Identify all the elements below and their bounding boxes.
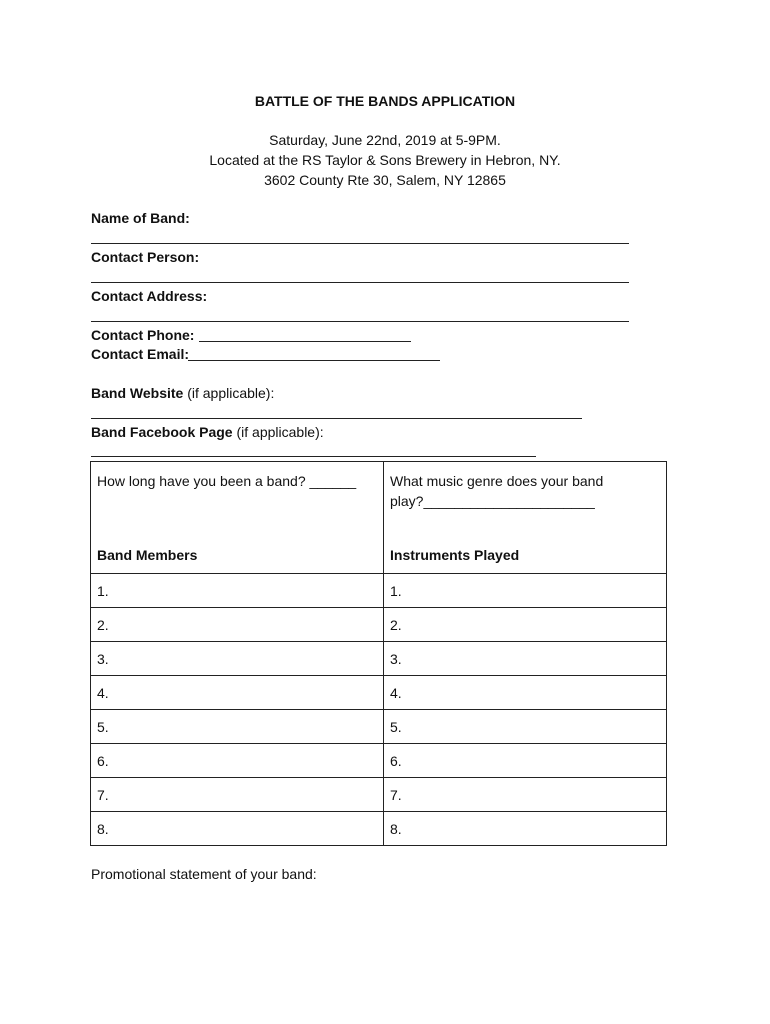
contact-phone-field[interactable]	[199, 341, 411, 342]
table-row	[91, 608, 667, 642]
contact-address-label: Contact Address:	[91, 288, 208, 304]
band-age-question: How long have you been a band? ______	[97, 473, 357, 489]
member-cell[interactable]: 2.	[91, 608, 384, 642]
member-cell[interactable]: 1.	[91, 574, 384, 608]
instruments-header: Instruments Played	[390, 547, 520, 563]
table-row	[91, 676, 667, 710]
band-name-label: Name of Band:	[91, 210, 190, 226]
promo-statement-label: Promotional statement of your band:	[91, 866, 317, 882]
genre-cell[interactable]	[384, 462, 667, 574]
instrument-cell[interactable]: 8.	[384, 812, 667, 846]
table-row	[91, 710, 667, 744]
facebook-page-field[interactable]	[91, 456, 536, 457]
table-row	[91, 744, 667, 778]
table-row	[91, 574, 667, 608]
member-cell[interactable]: 6.	[91, 744, 384, 778]
band-members-header: Band Members	[97, 547, 198, 563]
table-row	[91, 778, 667, 812]
member-cell[interactable]: 8.	[91, 812, 384, 846]
page-title: BATTLE OF THE BANDS APPLICATION	[254, 93, 516, 109]
instrument-cell[interactable]: 1.	[384, 574, 667, 608]
band-name-field[interactable]	[91, 243, 629, 244]
contact-person-field[interactable]	[91, 282, 629, 283]
table-header-row	[91, 462, 667, 574]
contact-address-field[interactable]	[91, 321, 629, 322]
table-row	[91, 642, 667, 676]
table-row	[91, 812, 667, 846]
event-address: 3602 County Rte 30, Salem, NY 12865	[264, 172, 506, 188]
member-cell[interactable]: 5.	[91, 710, 384, 744]
member-cell[interactable]: 7.	[91, 778, 384, 812]
contact-email-label: Contact Email:	[91, 346, 190, 362]
instrument-cell[interactable]: 3.	[384, 642, 667, 676]
band-age-cell[interactable]	[91, 462, 384, 574]
band-members-table	[90, 461, 667, 846]
event-location: Located at the RS Taylor & Sons Brewery in Hebron, NY.	[209, 152, 561, 168]
contact-phone-label: Contact Phone:	[91, 327, 195, 343]
band-website-field[interactable]	[91, 418, 582, 419]
contact-person-label: Contact Person:	[91, 249, 200, 265]
instrument-cell[interactable]: 6.	[384, 744, 667, 778]
member-cell[interactable]: 4.	[91, 676, 384, 710]
contact-email-field[interactable]	[188, 360, 440, 361]
instrument-cell[interactable]: 2.	[384, 608, 667, 642]
instrument-cell[interactable]: 4.	[384, 676, 667, 710]
facebook-page-label: Band Facebook Page (if applicable):	[91, 424, 324, 440]
genre-question: What music genre does your band play?______________________	[390, 473, 604, 509]
band-website-label: Band Website (if applicable):	[91, 385, 275, 401]
instrument-cell[interactable]: 5.	[384, 710, 667, 744]
event-date: Saturday, June 22nd, 2019 at 5-9PM.	[269, 132, 501, 148]
instrument-cell[interactable]: 7.	[384, 778, 667, 812]
member-cell[interactable]: 3.	[91, 642, 384, 676]
